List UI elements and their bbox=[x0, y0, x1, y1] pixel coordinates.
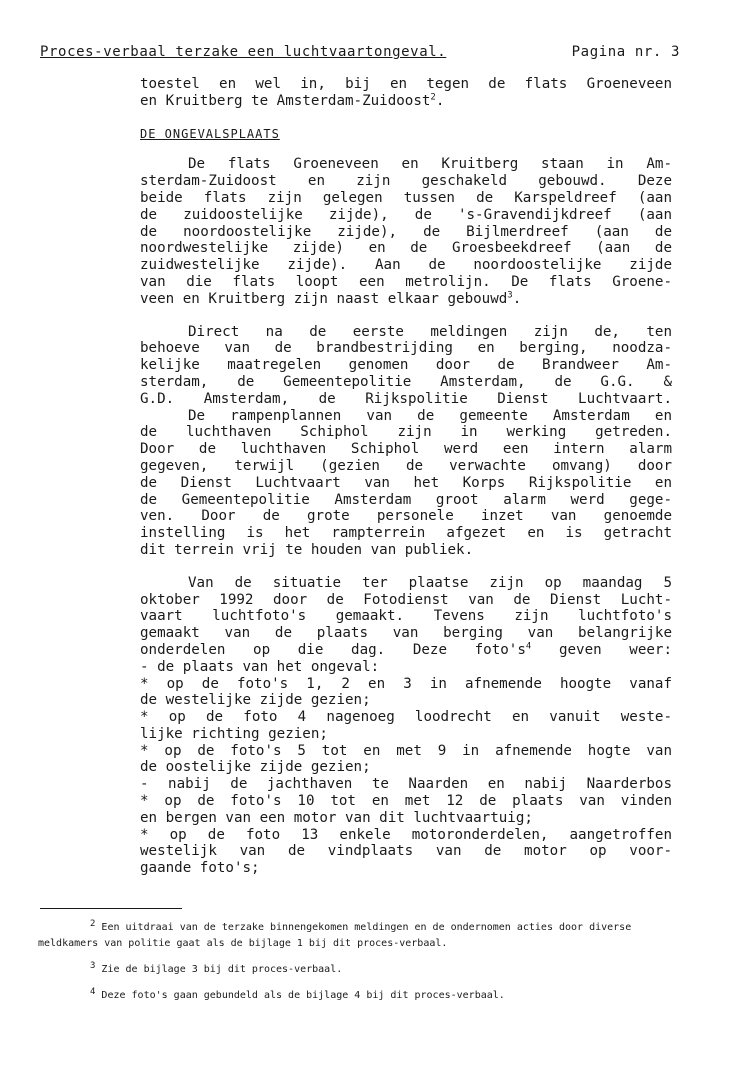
footnotes bbox=[38, 920, 674, 1014]
text-line: * op de foto 4 nagenoeg loodrecht en vanuit weste- bbox=[140, 709, 672, 726]
text-line: en bergen van een motor van dit luchtvaartuig; bbox=[140, 809, 533, 826]
text-line: Direct na de eerste meldingen zijn de, ten bbox=[188, 323, 672, 340]
text-line: onderdelen op die dag. Deze $foto's^4$ geven weer: bbox=[140, 641, 672, 658]
text-line: gaande foto's; bbox=[140, 860, 260, 877]
text-line: G.D. Amsterdam, de Rijkspolitie Dienst Luchtvaart. bbox=[140, 390, 672, 407]
text-line: beide flats zijn gelegen tussen de Karspeldreef (aan bbox=[140, 189, 672, 206]
footnote-divider bbox=[40, 908, 182, 909]
text-line: vaart luchtfoto's gemaakt. Tevens zijn luchtfoto's bbox=[140, 608, 672, 625]
footnote-3: 3 Zie de bijlage 3 bij dit proces-verbaal. bbox=[90, 960, 343, 975]
text-line: * op de foto's 1, 2 en 3 in afnemende hoogte vanaf bbox=[140, 675, 672, 692]
text-line: zuidwestelijke zijde). Aan de noordoostelijke zijde bbox=[140, 257, 672, 274]
footnote-ref: 3 bbox=[507, 290, 513, 301]
intro-paragraph bbox=[140, 76, 672, 110]
footnote-ref: 2 bbox=[430, 92, 436, 103]
text-line: De rampenplannen van de gemeente Amsterdam en bbox=[188, 407, 672, 424]
text-line: De flats Groeneveen en Kruitberg staan in Am- bbox=[188, 156, 672, 173]
text-line: ven. Door de grote personele inzet van genoemde bbox=[140, 508, 672, 525]
text-line: Door de luchthaven Schiphol werd een intern alarm bbox=[140, 441, 672, 458]
text-line: * op de foto 13 enkele motoronderdelen, aangetroffen bbox=[140, 826, 672, 843]
text-line: noordwestelijke zijde) en de Groesbeekdreef (aan de bbox=[140, 240, 672, 257]
document-title: Proces-verbaal terzake een luchtvaartongeval. bbox=[40, 44, 447, 60]
text-line: * op de foto's 10 tot en met 12 de plaats van vinden bbox=[140, 793, 672, 810]
text-line: instelling is het rampterrein afgezet en is getracht bbox=[140, 525, 672, 542]
text-line: kelijke maatregelen genomen door de Brandweer Am- bbox=[140, 357, 672, 374]
footnote-number: 2 bbox=[90, 918, 96, 929]
paragraph-photos bbox=[140, 575, 672, 877]
text-line: de Dienst Luchtvaart van het Korps Rijkspolitie en bbox=[140, 474, 672, 491]
text-line: sterdam, de Gemeentepolitie Amsterdam, de G.G. & bbox=[140, 373, 672, 390]
text-line: van die flats loopt een metrolijn. De flats Groene- bbox=[140, 273, 672, 290]
paragraph-location bbox=[140, 156, 672, 307]
text-line: - nabij de jachthaven te Naarden en nabij Naarderbos bbox=[140, 776, 672, 793]
text-line: * op de foto's 5 tot en met 9 in afnemende hogte van bbox=[140, 742, 672, 759]
footnote-number: 3 bbox=[90, 960, 96, 971]
section-heading: DE ONGEVALSPLAATS bbox=[140, 126, 280, 141]
text-line: dit terrein vrij te houden van publiek. bbox=[140, 541, 474, 558]
footnote-4: 4 Deze foto's gaan gebundeld als de bijlage 4 bij dit proces-verbaal. bbox=[90, 986, 505, 1001]
text-line: gegeven, terwijl (gezien de verwachte omvang) door bbox=[140, 457, 672, 474]
text-line: - de plaats van het ongeval: bbox=[140, 658, 380, 675]
text-line: de zuidoostelijke zijde), de 's-Gravendijkdreef (aan bbox=[140, 206, 672, 223]
text-line: oktober 1992 door de Fotodienst van de Dienst Lucht- bbox=[140, 591, 672, 608]
text-line: de Gemeentepolitie Amsterdam groot alarm werd gege- bbox=[140, 491, 672, 508]
document-body bbox=[140, 76, 672, 877]
text-line: westelijk van de vindplaats van de motor op voor- bbox=[140, 843, 672, 860]
text-line: sterdam-Zuidoost en zijn geschakeld gebouwd. Deze bbox=[140, 173, 672, 190]
footnote-ref: 4 bbox=[525, 641, 532, 652]
text-line: Van de situatie ter plaatse zijn op maandag 5 bbox=[188, 574, 672, 591]
text-line: behoeve van de brandbestrijding en berging, noodza- bbox=[140, 340, 672, 357]
text-line: veen en Kruitberg zijn naast elkaar gebouwd$^3$. bbox=[140, 290, 522, 307]
text-line: de westelijke zijde gezien; bbox=[140, 692, 371, 709]
text-line: de noordoostelijke zijde), de Bijlmerdreef (aan de bbox=[140, 223, 672, 240]
text-line: gemaakt van de plaats van berging van belangrijke bbox=[140, 625, 672, 642]
footnote-number: 4 bbox=[90, 986, 96, 997]
text-line: de oostelijke zijde gezien; bbox=[140, 759, 371, 776]
text-line: toestel en wel in, bij en tegen de flats Groeneveen bbox=[140, 76, 672, 92]
text-line: de luchthaven Schiphol zijn in werking getreden. bbox=[140, 424, 672, 441]
paragraph-response bbox=[140, 324, 672, 559]
footnote-2: 2 Een uitdraai van de terzake binnengekomen meldingen en de ondernomen acties door diverse meldkamers van politie gaat als de bijlage 1 bij dit proces-verbaal. bbox=[38, 918, 632, 949]
text-line: lijke richting gezien; bbox=[140, 725, 328, 742]
text-line: en Kruitberg te Amsterdam-Zuidoost$^2$. bbox=[140, 92, 445, 109]
page-number: Pagina nr. 3 bbox=[571, 44, 680, 60]
